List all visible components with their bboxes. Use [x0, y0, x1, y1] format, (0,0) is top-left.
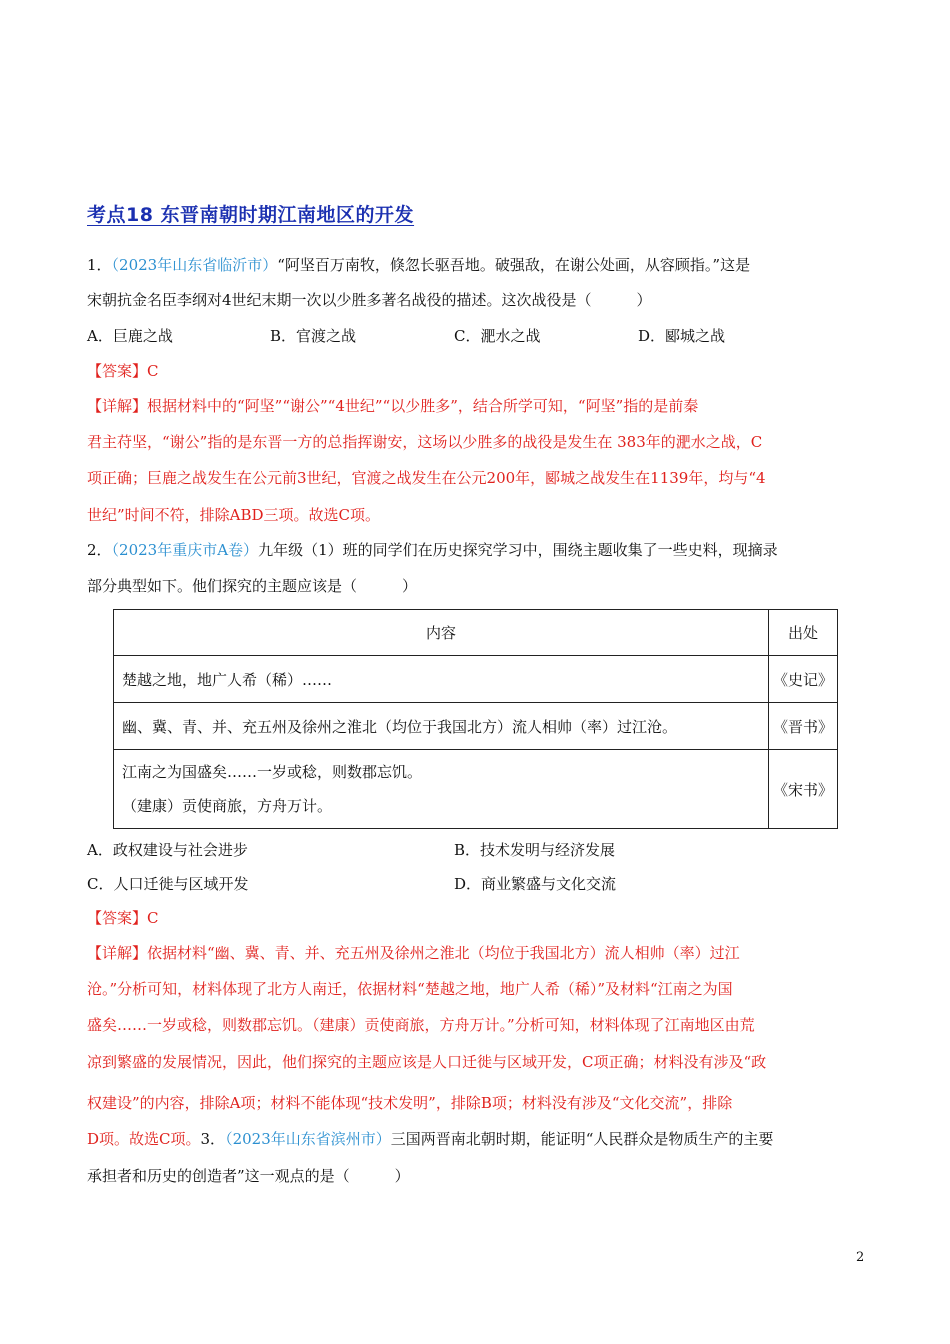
q2-option-b: B．技术发明与经济发展 — [454, 841, 616, 859]
q2-detail-q3-line — [87, 1129, 773, 1149]
q1-source: （2023年山东省临沂市） — [111, 256, 278, 274]
q3-stem-text: 三国两晋南北朝时期，能证明“人民群众是物质生产的主要 — [390, 1130, 774, 1148]
page-number: 2 — [856, 1250, 865, 1265]
q1-answer: 【答案】C — [87, 362, 159, 380]
q1-detail-line3: 项正确；巨鹿之战发生在公元前3世纪，官渡之战发生在公元200年，郾城之战发生在1139年，均与“4 — [87, 469, 766, 487]
q1-stem-line1 — [87, 255, 750, 275]
row2-source: 《晋书》 — [769, 703, 838, 750]
q1-stem-text: “阿坚百万南牧，倏忽长驱吾地。破强敌，在谢公处画，从容顾指。”这是 — [277, 256, 751, 274]
row3-source: 《宋书》 — [769, 750, 838, 829]
q1-option-d: D．郾城之战 — [638, 327, 726, 345]
header-source: 出处 — [769, 610, 838, 656]
table-row — [114, 656, 838, 703]
section-title: 考点18 东晋南朝时期江南地区的开发 — [87, 204, 415, 226]
row3-content-line1: 江南之为国盛矣……一岁或稔，则数郡忘饥。 — [122, 763, 423, 781]
header-content: 内容 — [114, 610, 769, 656]
q2-number: 2． — [87, 541, 112, 559]
q1-stem-line2: 宋朝抗金名臣李纲对4世纪末期一次以少胜多著名战役的描述。这次战役是（ ） — [87, 291, 652, 309]
q2-source: （2023年重庆市A卷） — [111, 541, 259, 559]
q1-detail-line1: 【详解】根据材料中的“阿坚”“谢公”“4世纪”“以少胜多”，结合所学可知，“阿坚”指的是前秦 — [87, 397, 699, 415]
q2-stem-text: 九年级（1）班的同学们在历史探究学习中，围绕主题收集了一些史料，现摘录 — [258, 541, 778, 559]
q3-stem-line2: 承担者和历史的创造者”这一观点的是（ ） — [87, 1167, 410, 1185]
q1-detail-line2: 君主苻坚，“谢公”指的是东晋一方的总指挥谢安，这场以少胜多的战役是发生在 383年的淝水之战，C — [87, 433, 763, 451]
q2-detail-line4: 凉到繁盛的发展情况，因此，他们探究的主题应该是人口迁徙与区域开发，C项正确；材料没有涉及“政 — [87, 1053, 767, 1071]
q2-option-a: A．政权建设与社会进步 — [87, 841, 248, 859]
q1-number: 1． — [87, 256, 112, 274]
q2-detail-line1: 【详解】依据材料“幽、冀、青、并、充五州及徐州之淮北（均位于我国北方）流人相帅（率）过江 — [87, 944, 740, 962]
q2-option-c: C．人口迁徙与区域开发 — [87, 875, 249, 893]
q2-option-d: D．商业繁盛与文化交流 — [454, 875, 617, 893]
q2-stem-line1 — [87, 540, 778, 560]
row3-content-line2: （建康）贡使商旅，方舟万计。 — [122, 797, 333, 815]
q1-option-c: C．淝水之战 — [454, 327, 541, 345]
table-header-row — [114, 610, 838, 656]
row1-content: 楚越之地，地广人希（稀）…… — [114, 656, 769, 703]
source-table — [113, 609, 838, 829]
q1-option-a: A．巨鹿之战 — [87, 327, 173, 345]
q2-detail-line6: D项。故选C项。 — [87, 1130, 201, 1148]
table-row — [114, 703, 838, 750]
table-row — [114, 750, 838, 829]
q2-detail-line3: 盛矣……一岁或稔，则数郡忘饥。（建康）贡使商旅，方舟万计。”分析可知，材料体现了江南地区由荒 — [87, 1016, 755, 1034]
q2-answer: 【答案】C — [87, 909, 159, 927]
q1-detail-line4: 世纪”时间不符，排除ABD三项。故选C项。 — [87, 506, 381, 524]
q3-source: （2023年山东省滨州市） — [225, 1130, 391, 1148]
row2-content: 幽、冀、青、并、充五州及徐州之淮北（均位于我国北方）流人相帅（率）过江沧。 — [114, 703, 769, 750]
q1-option-b: B．官渡之战 — [270, 327, 357, 345]
q2-detail-line5: 权建设”的内容，排除A项；材料不能体现“技术发明”，排除B项；材料没有涉及“文化交流”，排除 — [87, 1094, 733, 1112]
row1-source: 《史记》 — [769, 656, 838, 703]
row3-content — [114, 750, 769, 829]
q2-stem-line2: 部分典型如下。他们探究的主题应该是（ ） — [87, 577, 418, 595]
q3-number: 3． — [200, 1130, 226, 1148]
q2-detail-line2: 沧。”分析可知，材料体现了北方人南迁，依据材料“楚越之地，地广人希（稀）”及材料“江南之为国 — [87, 980, 733, 998]
